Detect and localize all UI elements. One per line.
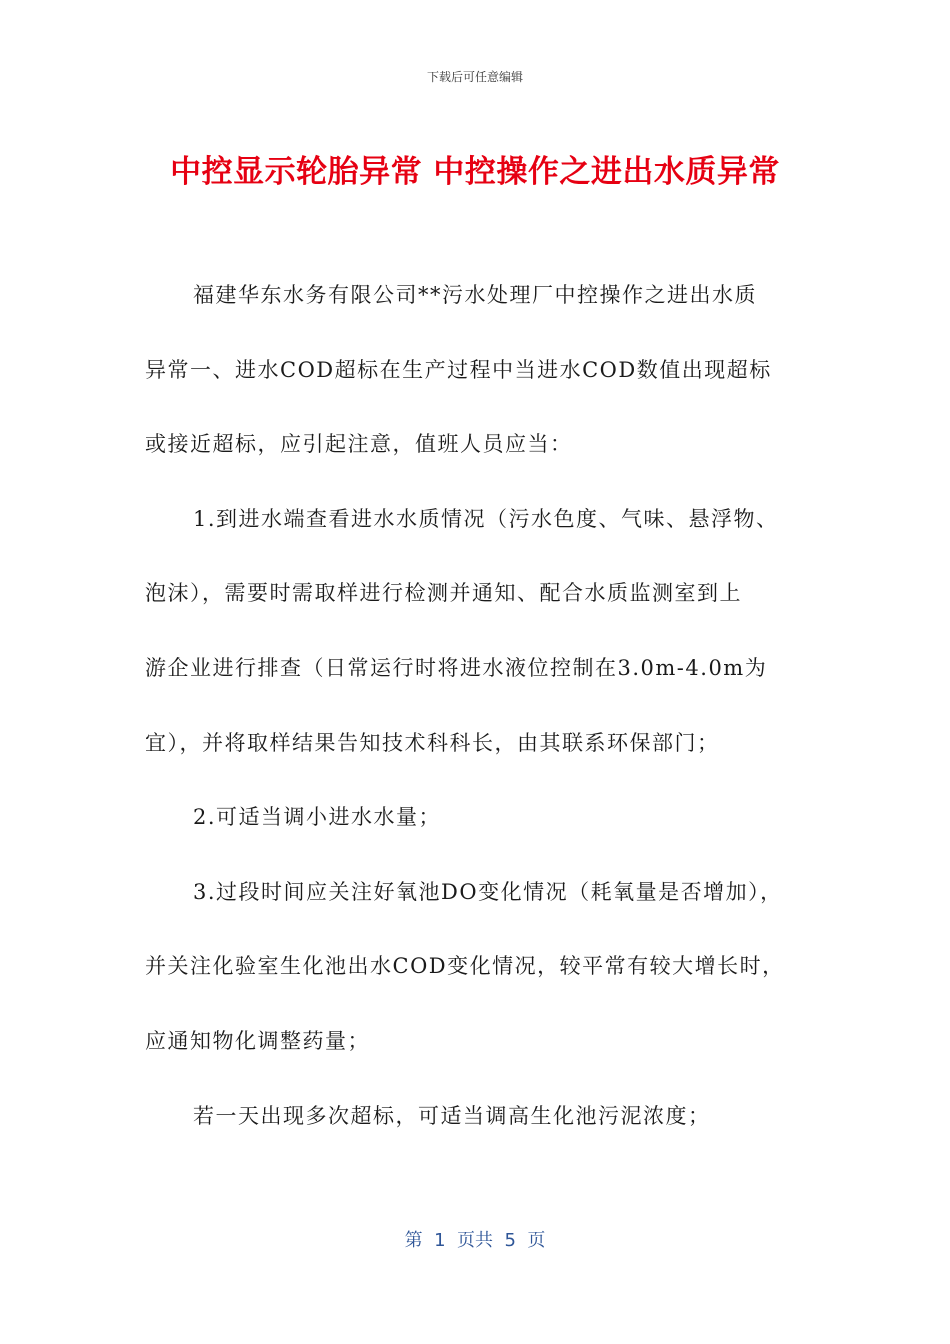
paragraph-line: 或接近超标，应引起注意，值班人员应当： (145, 432, 573, 457)
paragraph-line: 异常一、进水COD超标在生产过程中当进水COD数值出现超标 (145, 357, 772, 382)
paragraph-line: 泡沫），需要时需取样进行检测并通知、配合水质监测室到上 (145, 581, 742, 606)
paragraph-line: 游企业进行排查（日常运行时将进水液位控制在3.0m-4.0m为 (145, 655, 768, 680)
paragraph-line: 3.过段时间应关注好氧池DO变化情况（耗氧量是否增加）， (193, 879, 783, 904)
paragraph-line: 若一天出现多次超标，可适当调高生化池污泥浓度； (193, 1103, 711, 1128)
document-body (145, 258, 817, 1153)
header-note: 下载后可任意编辑 (426, 70, 523, 84)
document-title: 中控显示轮胎异常 中控操作之进出水质异常 (170, 154, 780, 190)
paragraph-line: 福建华东水务有限公司**污水处理厂中控操作之进出水质 (193, 283, 757, 307)
paragraph-line: 2.可适当调小进水水量； (193, 805, 442, 830)
paragraph-line: 1.到进水端查看进水水质情况（污水色度、气味、悬浮物、 (193, 506, 779, 531)
page-footer: 第 1 页共 5 页 (404, 1230, 546, 1251)
paragraph-line: 应通知物化调整药量； (145, 1028, 370, 1053)
paragraph-line: 并关注化验室生化池出水COD变化情况，较平常有较大增长时， (145, 954, 785, 979)
paragraph-line: 宜），并将取样结果告知技术科科长，由其联系环保部门； (145, 730, 720, 755)
